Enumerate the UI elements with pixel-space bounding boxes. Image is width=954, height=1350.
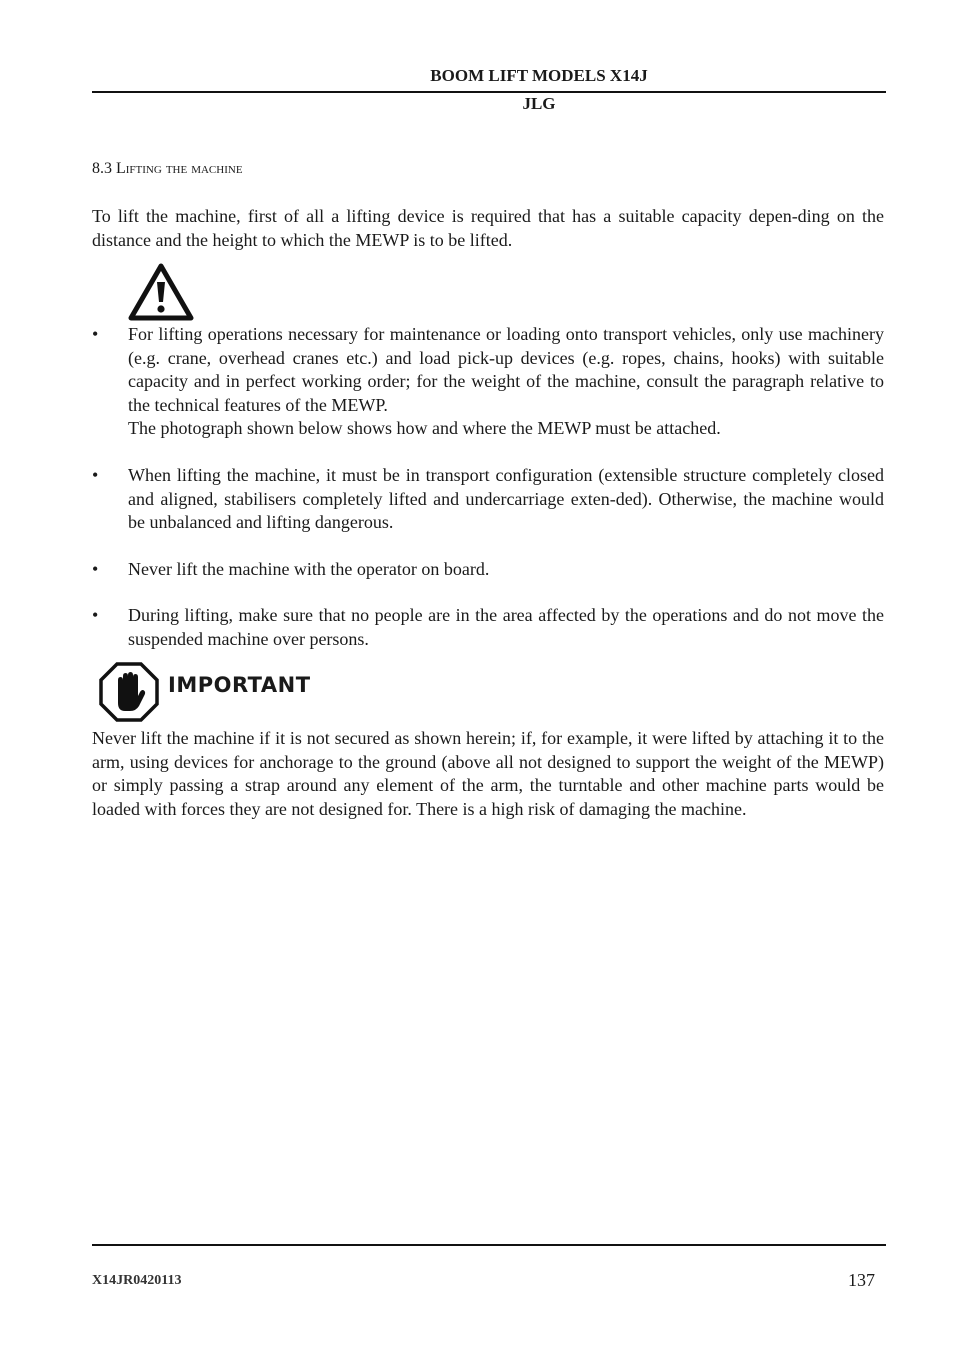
list-item-note: The photograph shown below shows how and where the MEWP must be attached. [128, 418, 721, 438]
bullet-marker: • [92, 465, 99, 485]
list-item-text: During lifting, make sure that no people are in the area affected by the operations and do not move the suspended machine over persons. [128, 605, 884, 649]
footer-divider [92, 1244, 886, 1246]
warning-triangle-icon [128, 263, 194, 321]
intro-paragraph: To lift the machine, first of all a lifting device is required that has a suitable capacity depen-ding on the distance and the height to which the MEWP is to be lifted. [92, 206, 884, 250]
important-label: IMPORTANT [168, 673, 311, 697]
document-title: BOOM LIFT MODELS X14J [430, 66, 648, 85]
bullet-marker: • [92, 559, 99, 579]
list-item [92, 323, 884, 441]
brand-name: JLG [522, 94, 556, 113]
list-item-text: For lifting operations necessary for maintenance or loading onto transport vehicles, only use machinery (e.g. crane, overhead cranes etc.) and load pick-up devices (e.g. ropes, chains, hooks) with suitable capacity and in perfect working order; for the weight of the machine, consult the paragraph relative to the technical features of the MEWP. [128, 324, 884, 415]
page-number: 137 [848, 1270, 875, 1290]
list-item [92, 558, 884, 582]
document-code: X14JR0420113 [92, 1273, 182, 1288]
stop-hand-icon [99, 662, 159, 722]
list-item [92, 604, 884, 651]
list-item-text: Never lift the machine with the operator on board. [128, 559, 490, 579]
list-item-text: When lifting the machine, it must be in transport configuration (extensible structure completely closed and aligned, stabilisers completely lifted and undercarriage exten-ded). Otherwise, the machine would be unbalanced and lifting dangerous. [128, 465, 884, 532]
important-paragraph: Never lift the machine if it is not secured as shown herein; if, for example, it were lifted by attaching it to the arm, using devices for anchorage to the ground (above all not designed to support the weight of the MEWP) or simply passing a strap around any element of the arm, the turntable and other machine parts would be loaded with forces they are not designed for. There is a high risk of damaging the machine. [92, 728, 884, 819]
bullet-marker: • [92, 324, 99, 344]
list-item [92, 464, 884, 535]
header-divider [92, 91, 886, 93]
section-heading: 8.3 Lifting the machine [92, 160, 243, 177]
bullet-marker: • [92, 605, 99, 625]
